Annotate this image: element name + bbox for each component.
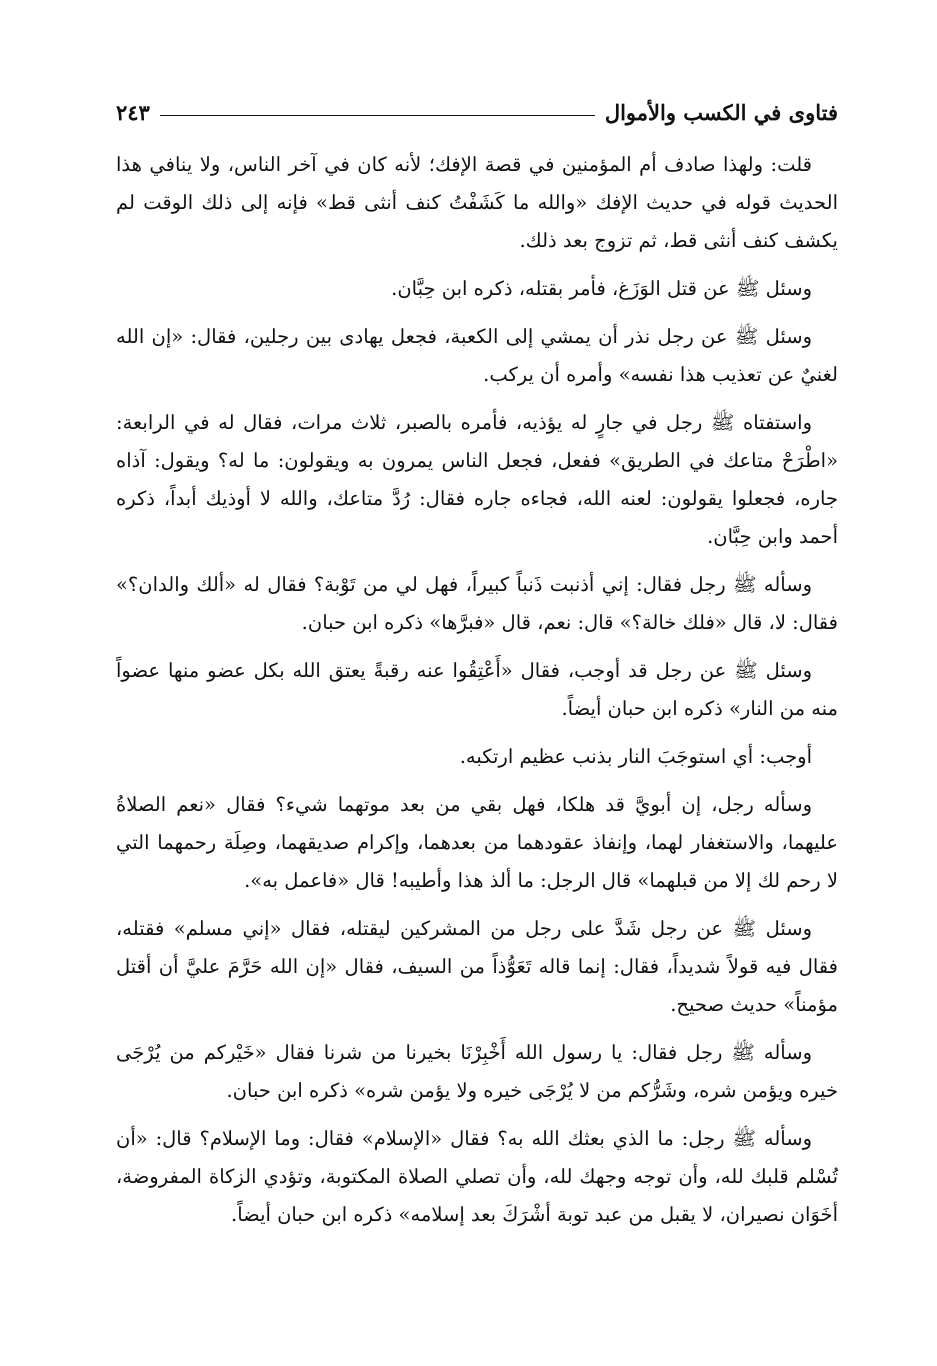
paragraph-awjab-gloss: أوجب: أي استوجَبَ النار بذنب عظيم ارتكبه. xyxy=(459,745,812,768)
book-page xyxy=(116,92,838,1292)
paragraph-harmful-neighbor: واستفتاه ﷺ رجل في جارٍ له يؤذيه، فأمره بالصبر، ثلاث مرات، فقال له في الرابعة: «اطْرَحْ متاعك في الطريق» ففعل، فجعل الناس يمرون به ويقولون: ما له؟ ويقول: آذاه جاره، فجعلوا يقولون: لعنه الله، فجاءه جاره فقال: رُدَّ متاعك، والله لا أوذيك أبداً، ذكره أحمد وابن حِبَّان. xyxy=(116,411,838,548)
page-number: ٢٤٣ xyxy=(116,99,150,125)
running-header xyxy=(116,92,838,132)
paragraph-best-of-you: وسأله ﷺ رجل فقال: يا رسول الله أَخْبِرْنَا بخيرنا من شرنا فقال «خَيْركم من يُرْجَى خيره ويؤمن شره، وشَرُّكم من لا يُرْجَى خيره ولا يؤمن شره» ذكره ابن حبان. xyxy=(116,1041,838,1102)
running-title: فتاوى في الكسب والأموال xyxy=(604,99,838,125)
paragraph-ifk-note: قلت: ولهذا صادف أم المؤمنين في قصة الإفك؛ لأنه كان في آخر الناس، ولا ينافي هذا الحديث قوله في حديث الإفك «والله ما كَشَفْتُ كنف أنثى قط» فإنه إلى ذلك الوقت لم يكشف كنف أنثى قط، ثم تزوج بعد ذلك. xyxy=(116,153,838,252)
paragraph-gecko: وسئل ﷺ عن قتل الوَزَغ، فأمر بقتله، ذكره ابن حِبَّان. xyxy=(391,277,812,300)
header-rule xyxy=(160,115,595,116)
page-body xyxy=(116,146,838,1234)
paragraph-killing-muslim: وسئل ﷺ عن رجل شَدَّ على رجل من المشركين ليقتله، فقال «إني مسلم» فقتله، فقال فيه قولاً شديداً، فقال: إنما قاله تَعَوُّذاً من السيف، فقال «إن الله حَرَّمَ عليَّ أن أقتل مؤمناً» حديث صحيح. xyxy=(116,917,838,1016)
paragraph-great-sin: وسأله ﷺ رجل فقال: إني أذنبت ذَنباً كبيراً، فهل لي من تَوْبة؟ فقال له «ألك والدان؟» فقال: لا، قال «فلك خالة؟» قال: نعم، قال «فبرَّها» ذكره ابن حبان. xyxy=(116,573,838,634)
paragraph-freeing-slave: وسئل ﷺ عن رجل قد أوجب، فقال «أَعْتِقُوا عنه رقبةً يعتق الله بكل عضو منها عضواً منه من النار» ذكره ابن حبان أيضاً. xyxy=(116,659,838,720)
paragraph-deceased-parents: وسأله رجل، إن أبويَّ قد هلكا، فهل بقي من بعد موتهما شيء؟ فقال «نعم الصلاةُ عليهما، والاستغفار لهما، وإنفاذ عقودهما من بعدهما، وإكرام صديقهما، وصِلَة رحمهما التي لا رحم لك إلا من قبلهما» قال الرجل: ما ألذ هذا وأطيبه! قال «فاعمل به». xyxy=(116,793,838,892)
paragraph-what-is-islam: وسأله ﷺ رجل: ما الذي بعثك الله به؟ فقال «الإسلام» فقال: وما الإسلام؟ قال: «أن تُسْلم قلبك لله، وأن توجه وجهك لله، وأن تصلي الصلاة المكتوبة، وتؤدي الزكاة المفروضة، أخَوَان نصيران، لا يقبل من عبد توبة أشْرَكَ بعد إسلامه» ذكره ابن حبان أيضاً. xyxy=(116,1127,838,1226)
paragraph-walking-vow: وسئل ﷺ عن رجل نذر أن يمشي إلى الكعبة، فجعل يهادى بين رجلين، فقال: «إن الله لغنيٌ عن تعذيب هذا نفسه» وأمره أن يركب. xyxy=(116,325,838,386)
